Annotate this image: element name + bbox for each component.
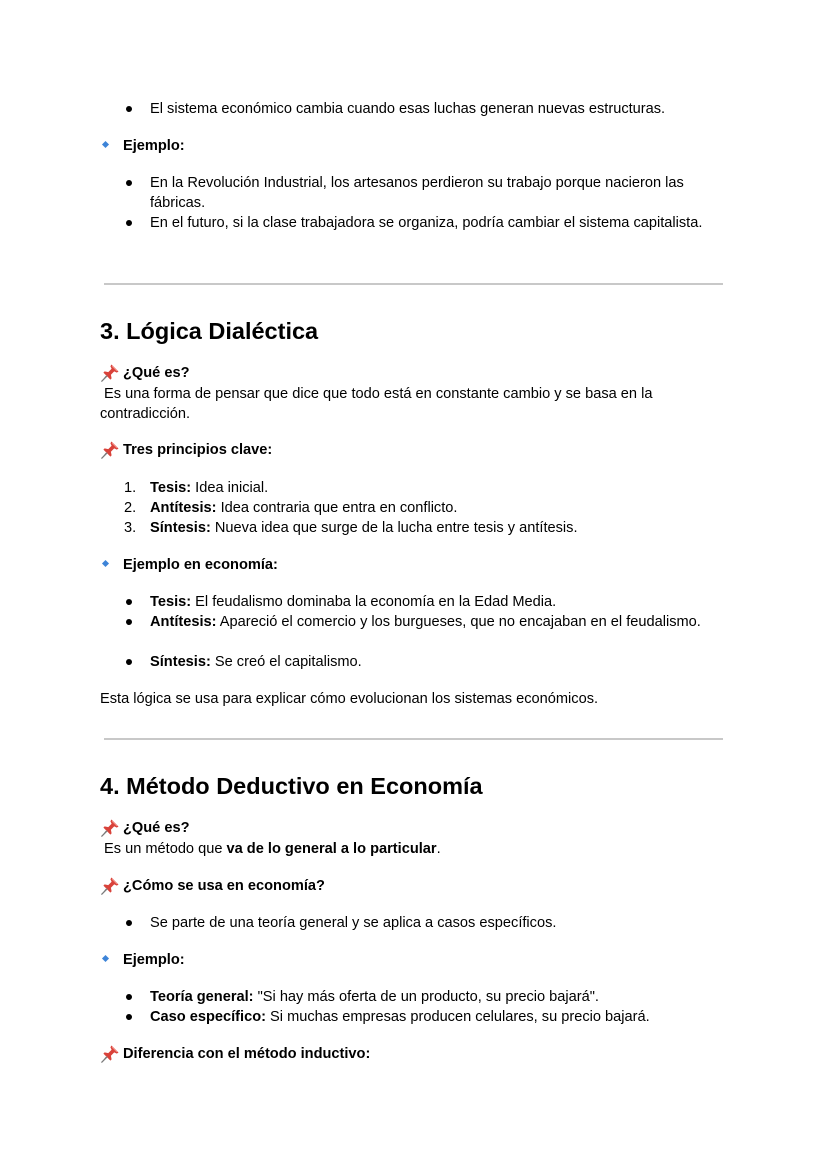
como-label: ¿Cómo se usa en economía? [123,878,325,894]
ejemplo-label: Ejemplo: [123,952,185,968]
pushpin-icon [100,1044,120,1064]
list-item-text: El sistema económico cambia cuando esas luchas generan nuevas estructuras. [150,101,666,117]
list-item-text: Se parte de una teoría general y se aplica a casos específicos. [150,915,557,931]
item-term: Tesis: [150,594,192,610]
small-blue-diamond-icon [102,955,109,962]
que-es-label: ¿Qué es? [123,365,190,381]
bullet-dot-icon [126,599,132,605]
item-description: Nueva idea que surge de la lucha entre tesis y antítesis. [214,520,578,536]
small-blue-diamond-icon [102,560,109,567]
que-es-text [100,839,720,859]
que-es-label: ¿Qué es? [123,820,190,836]
small-blue-diamond-icon [102,141,109,148]
list-item-text: En el futuro, si la clase trabajadora se organiza, podría cambiar el sistema capitalista. [150,215,703,231]
item-text [150,518,720,538]
item-text [150,498,720,518]
pushpin-icon [100,440,120,460]
bullet-dot-icon [126,106,132,112]
pushpin-icon [100,876,120,896]
pushpin-icon [100,363,120,383]
item-term: Antítesis: [150,500,217,516]
item-term: Síntesis: [150,654,211,670]
bullet-dot-icon [126,920,132,926]
horizontal-rule [104,283,723,285]
item-number: 3. [124,520,137,536]
item-term: Teoría general: [150,989,254,1005]
item-text [150,478,720,498]
item-term: Antítesis: [150,614,217,630]
que-es-text-pre: Es un método que [104,841,223,857]
item-description: Se creó el capitalismo. [214,654,362,670]
section-heading-4: 4. Método Deductivo en Economía [100,773,483,799]
list-item-text: En la Revolución Industrial, los artesanos perdieron su trabajo porque nacieron las fábricas. [150,175,684,211]
que-es-text: Es una forma de pensar que dice que todo está en constante cambio y se basa en la contradicción. [100,386,653,422]
bullet-dot-icon [126,180,132,186]
item-term: Síntesis: [150,520,211,536]
horizontal-rule [104,738,723,740]
item-number: 2. [124,500,137,516]
bullet-dot-icon [126,619,132,625]
bullet-dot-icon [126,1014,132,1020]
que-es-text-post: . [436,841,441,857]
que-es-text-bold: va de lo general a lo particular [226,841,437,857]
ejemplo-label: Ejemplo en economía: [123,557,278,573]
item-term: Tesis: [150,480,192,496]
diferencia-label: Diferencia con el método inductivo: [123,1046,371,1062]
item-description: Si muchas empresas producen celulares, su precio bajará. [270,1009,650,1025]
list-item-text [150,592,722,612]
principios-label: Tres principios clave: [123,442,273,458]
bullet-dot-icon [126,659,132,665]
bullet-dot-icon [126,994,132,1000]
item-description: Apareció el comercio y los burgueses, que no encajaban en el feudalismo. [219,614,701,630]
pushpin-icon [100,818,120,838]
section-heading-3: 3. Lógica Dialéctica [100,318,319,344]
ejemplo-label: Ejemplo: [123,138,185,154]
item-description: Idea contraria que entra en conflicto. [220,500,458,516]
item-description: El feudalismo dominaba la economía en la Edad Media. [195,594,557,610]
list-item-text [150,612,722,632]
list-item-text [150,987,722,1007]
closing-paragraph: Esta lógica se usa para explicar cómo evolucionan los sistemas económicos. [100,691,599,707]
item-term: Caso específico: [150,1009,266,1025]
list-item-text [150,652,722,672]
item-description: "Si hay más oferta de un producto, su precio bajará". [257,989,599,1005]
list-item-text [150,1007,722,1027]
item-description: Idea inicial. [195,480,269,496]
bullet-dot-icon [126,220,132,226]
item-number: 1. [124,480,137,496]
